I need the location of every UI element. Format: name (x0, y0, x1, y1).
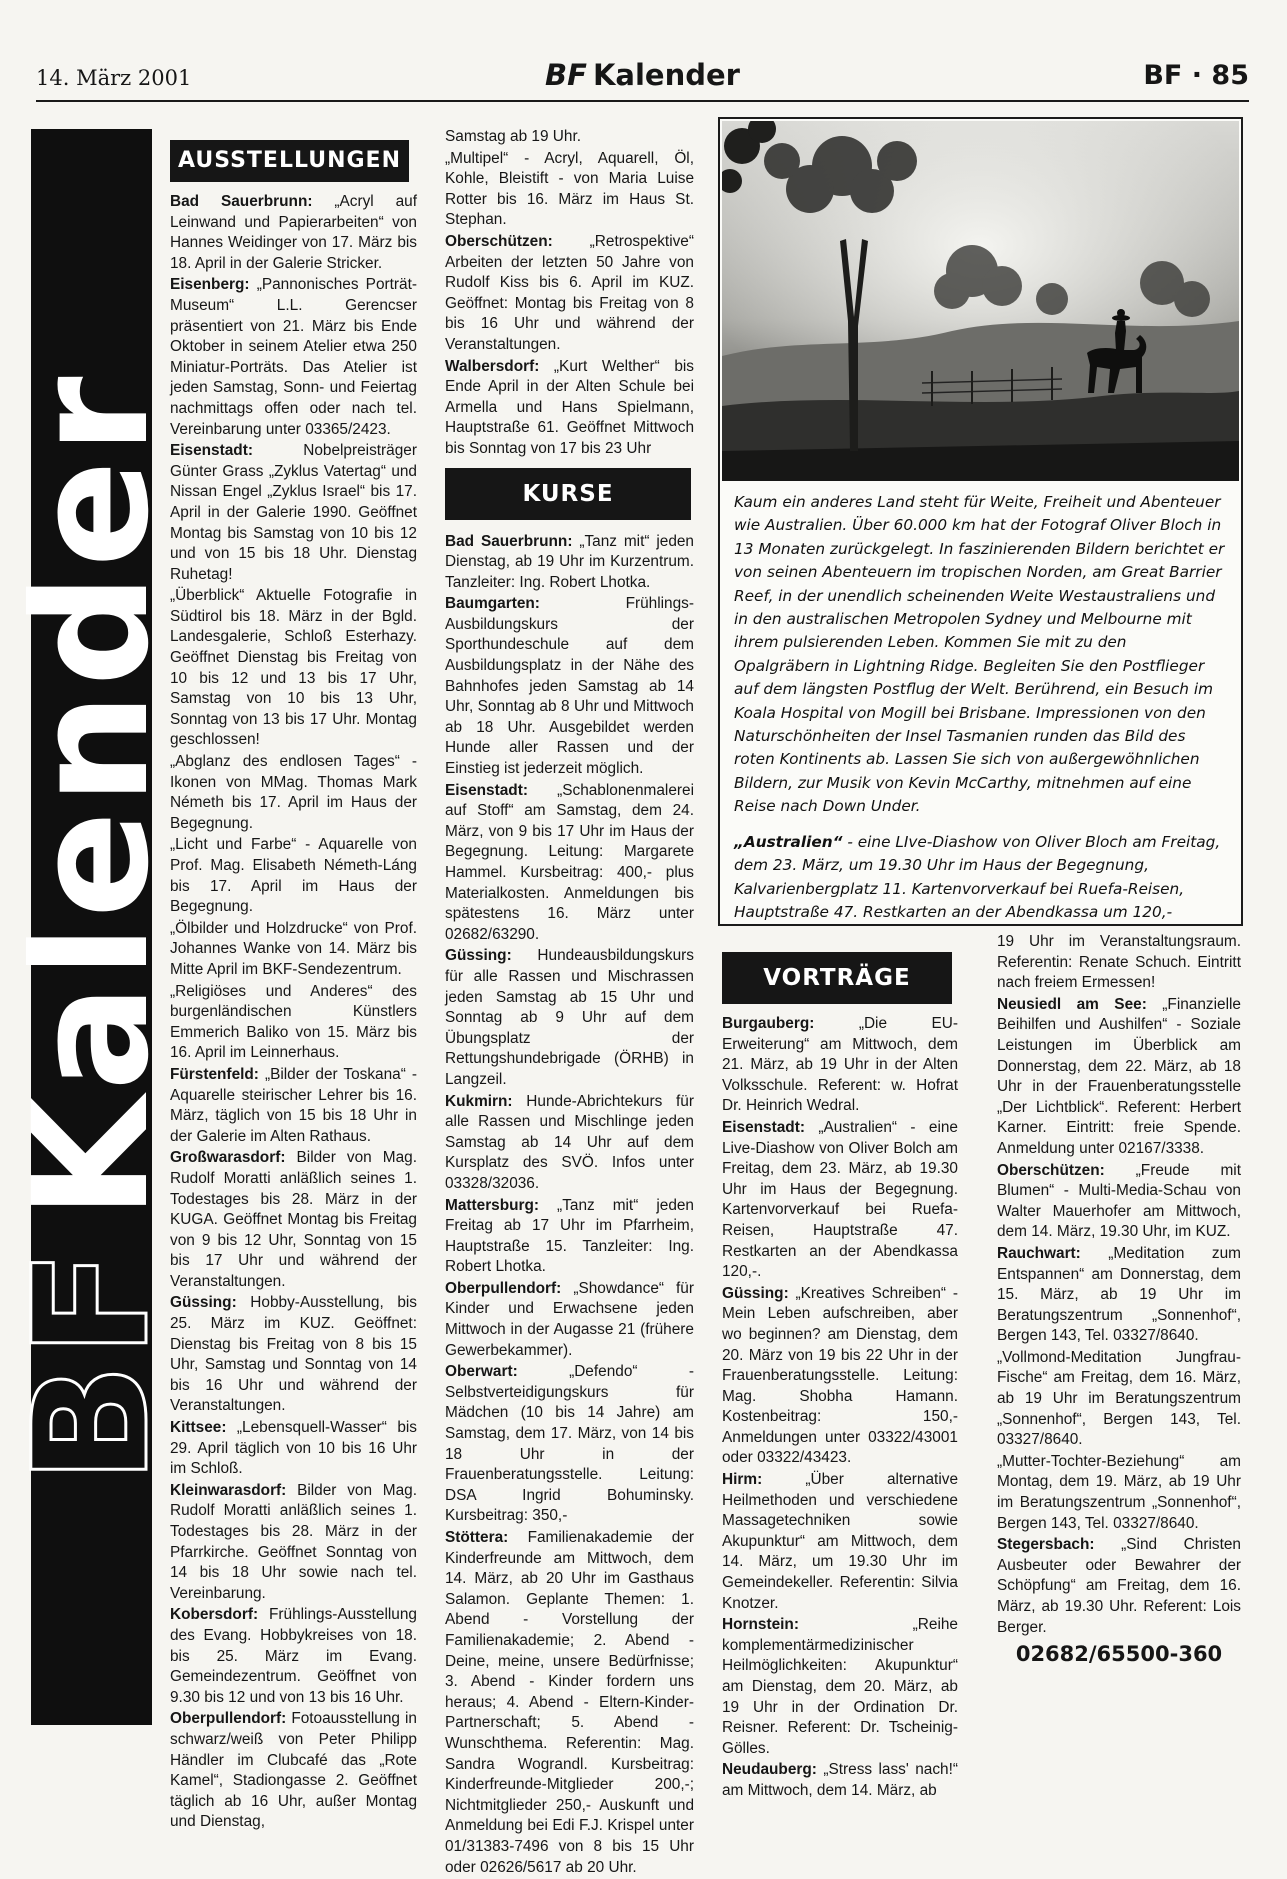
listing-entry (445, 1196, 694, 1278)
entry-location: Bad Sauerbrunn: (170, 193, 313, 210)
listing-entry (170, 1709, 417, 1833)
column-vortraege (722, 952, 958, 1803)
entry-location: Bad Sauerbrunn: (445, 532, 573, 550)
entry-text: „Finanzielle Beihilfen und Aushilfen“ - Soziale Leistungen im Überblick am Donnerstag, dem 22. März, ab 18 Uhr in der Frauenberatungsstelle „Der Lichtblick“. Referent: Herbert Karner. Eintritt: freie Spende. Anmeldung unter 02167/3338. (997, 995, 1241, 1157)
entry-text: „Multipel“ - Acryl, Aquarell, Öl, Kohle, Bleistift - von Maria Luise Rotter bis 16. März im Haus St. Stephan. (445, 149, 694, 229)
entry-text: Frühlings-Ausbildungskurs der Sporthundeschule auf dem Ausbildungsplatz in der Nähe des Bahnhofes jeden Samstag ab 14 Uhr, Sonntag ab 8 Uhr und Mittwoch ab 18 Uhr. Ausgebildet werden Hunde aller Rassen und der Einstieg ist jederzeit möglich. (445, 595, 694, 778)
entry-text: Bilder von Mag. Rudolf Moratti anläßlich seines 1. Todestages bis 28. März in der KUGA. Geöffnet Montag bis Freitag von 9 bis 12 Uhr, Sonntag von 15 bis 17 Uhr und während der Veranstaltungen. (170, 1149, 417, 1290)
entry-location: Eisenstadt: (445, 781, 528, 799)
side-banner (0, 129, 184, 1725)
section-title: Kalender (592, 58, 740, 92)
listing-entry (722, 1470, 958, 1614)
entry-location: Hirm: (722, 1471, 763, 1489)
listing-entry (170, 275, 417, 440)
entry-location: Großwarasdorf: (170, 1149, 286, 1167)
entry-location: Kleinwarasdorf: (170, 1481, 287, 1499)
entry-location: Rauchwart: (997, 1244, 1081, 1262)
listing-entry (997, 1452, 1241, 1534)
feature-event-title: „Australien“ (734, 832, 843, 851)
listing-entry (170, 982, 417, 1064)
listing-entry (722, 1118, 958, 1283)
listing-entry (170, 1293, 417, 1417)
listing-entry (170, 1065, 417, 1147)
entry-text: „Tanz mit“ jeden Dienstag, ab 19 Uhr im Kurzentrum. Tanzleiter: Ing. Robert Lhotka. (445, 532, 694, 591)
entry-location: Eisenberg: (170, 276, 250, 294)
entry-location: Burgauberg: (722, 1015, 815, 1032)
listing-entry (445, 1279, 694, 1361)
section-heading-vortraege: VORTRÄGE (722, 952, 952, 1004)
listing-entry (170, 919, 417, 981)
column-kurse (445, 127, 694, 1879)
listing-vortraege (722, 1014, 958, 1802)
entry-location: Eisenstadt: (722, 1118, 805, 1136)
listing-entry (445, 532, 694, 594)
listing-entry (722, 1615, 958, 1759)
entry-location: Neudauberg: (722, 1761, 817, 1779)
entry-text: „Lebensquell-Wasser“ bis 29. April täglich von 10 bis 16 Uhr im Schloß. (170, 1419, 417, 1478)
listing-entry (170, 752, 417, 834)
entry-location: Stegersbach: (997, 1536, 1095, 1554)
entry-text: Frühlings-Ausstellung des Evang. Hobbykreises von 18. bis 25. März im Evang. Gemeindezentrum. Geöffnet von 9.30 bis 12 und von 13 bis 16 Uhr. (170, 1606, 417, 1706)
entry-text: Hobby-Ausstellung, bis 25. März im KUZ. Geöffnet: Dienstag bis Freitag von 8 bis 15 Uhr, Samstag und Sonntag von 14 bis 16 Uhr und während der Veranstaltungen. (170, 1294, 417, 1415)
column-ausstellungen (170, 140, 417, 1834)
side-banner-logo: BF (0, 1243, 184, 1484)
entry-text: „Kurt Welther“ bis Ende April in der Alten Schule bei Armella und Hans Spielmann, Hauptstraße 61. Geöffnet Mittwoch bis Sonntag von 17 bis 23 Uhr (445, 357, 694, 457)
page-title (36, 58, 1249, 92)
contact-phone: 02682/65500-360 (1015, 1642, 1223, 1667)
listing-entry (997, 1348, 1241, 1451)
listing-entry (722, 1760, 958, 1801)
entry-location: Kukmirn: (445, 1092, 513, 1110)
entry-text: „Religiöses und Anderes“ des burgenländischen Künstlers Emmerich Baliko von 15. März bis 16. April im Leinnerhaus. (170, 982, 417, 1062)
entry-text: „Showdance“ für Kinder und Erwachsene jeden Mittwoch in der Augasse 21 (frühere Gewerbekammer). (445, 1279, 694, 1359)
listing-entry (722, 1014, 958, 1117)
listing-entry (997, 1535, 1241, 1638)
entry-location: Eisenstadt: (170, 442, 253, 460)
bf-logo: BF (545, 58, 587, 92)
listing-entry (445, 781, 694, 946)
listing-col1 (170, 192, 417, 1833)
entry-location: Neusiedl am See: (997, 995, 1147, 1013)
entry-location: Oberwart: (445, 1363, 518, 1381)
entry-location: Oberpullendorf: (170, 1710, 287, 1728)
entry-text: „Tanz mit“ jeden Freitag ab 17 Uhr im Pfarrheim, Hauptstraße 15. Tanzleiter: Ing. Robert Lhotka. (445, 1196, 694, 1276)
entry-text: „Retrospektive“ Arbeiten der letzten 50 Jahre von Rudolf Kiss bis 6. April im KUZ. Geöffnet: Montag bis Freitag von 8 bis 16 Uhr und während der Veranstaltungen. (445, 232, 694, 353)
listing-entry (722, 1284, 958, 1469)
entry-text: „Acryl auf Leinwand und Papierarbeiten“ von Hannes Weidinger von 17. März bis 18. April in der Galerie Stricker. (170, 193, 417, 272)
entry-text: „Sind Christen Ausbeuter oder Bewahrer der Schöpfung“ am Freitag, dem 16. März, ab 19.30 Uhr. Referent: Lois Berger. (997, 1536, 1241, 1636)
entry-text: Nobelpreisträger Günter Grass „Zyklus Vatertag“ und Nissan Engel „Zyklus Israel“ bis 17. April in der Galerie 1990. Geöffnet Montag bis Samstag von 10 bis 12 und von 15 bis 18 Uhr. Dienstag Ruhetag! (170, 442, 417, 583)
entry-text: Hundeausbildungskurs für alle Rassen und Mischrassen jeden Samstag ab 15 Uhr und Sonntag ab 9 Uhr auf dem Übungsplatz der Rettungshundebrigade (ÖRHB) in Langzeil. (445, 947, 694, 1088)
entry-text: „Freude mit Blumen“ - Multi-Media-Schau von Walter Mauerhofer am Mittwoch, dem 14. März, 19.30 Uhr, im KUZ. (997, 1161, 1241, 1241)
listing-entry (445, 127, 694, 148)
feature-caption (734, 491, 1227, 936)
listing-entry (445, 594, 694, 779)
issue-date: 14. März 2001 (36, 66, 192, 90)
listing-entry (445, 357, 694, 460)
entry-text: „Stress lass' nach!“ am Mittwoch, dem 14. März, ab (722, 1761, 958, 1799)
listing-kurse (445, 532, 694, 1879)
entry-text: 19 Uhr im Veranstaltungsraum. Referentin: Renate Schuch. Eintritt nach freiem Ermessen! (997, 933, 1241, 992)
listing-col2-top (445, 127, 694, 460)
entry-text: Samstag ab 19 Uhr. (445, 128, 582, 145)
listing-entry (170, 1418, 417, 1480)
listing-entry (445, 149, 694, 231)
entry-text: Familienakademie der Kinderfreunde am Mittwoch, dem 14. März, ab 20 Uhr im Gasthaus Salamon. Geplante Themen: 1. Abend - Vorstellung der Familienakademie; 2. Abend - Deine, meine, unsere Bedürfnisse; 3. Abend - Kinder fordern uns heraus; 4. Abend - Eltern-Kinder-Partnerschaft; 5. Abend - Wunschthema. Referentin: Mag. Sandra Wograndl. Kursbeitrag: Kinderfreunde-Mitglieder 200,-; Nichtmitglieder 250,- Auskunft und Anmeldung bei Edi F.J. Krispel unter 01/31383-7496 von 8 bis 15 Uhr oder 02626/5617 ab 20 Uhr. (445, 1529, 694, 1876)
entry-location: Güssing: (445, 947, 512, 965)
listing-vortraege-cont (997, 932, 1241, 1638)
listing-entry (445, 946, 694, 1090)
listing-entry (445, 232, 694, 356)
entry-location: Baumgarten: (445, 595, 540, 613)
entry-text: „Australien“ - eine Live-Diashow von Oliver Bolch am Freitag, dem 23. März, ab 19.30 Uhr im Haus der Begegnung. Kartenvorverkauf bei Ruefa-Reisen, Hauptstraße 47. Restkarten an der Abendkassa 120,-. (722, 1118, 958, 1281)
listing-entry (445, 1092, 694, 1195)
entry-location: Güssing: (170, 1294, 237, 1312)
entry-text: „Licht und Farbe“ - Aquarelle von Prof. Mag. Elisabeth Németh-Láng bis 17. April im Haus der Begegnung. (170, 836, 417, 916)
australia-photo (722, 121, 1239, 481)
entry-location: Walbersdorf: (445, 357, 540, 375)
feature-paragraph: Kaum ein anderes Land steht für Weite, Freiheit und Abenteuer wie Australien. Über 60.000 km hat der Fotograf Oliver Bloch in 13 Monaten zurückgelegt. In faszinierenden Bildern berichtet er von seinen Abenteuern im tropischen Norden, am Great Barrier Reef, in der unendlich scheinenden Weite Westaustraliens und in den australischen Metropolen Sydney und Melbourne mit ihrem pulsierenden Leben. Kommen Sie mit zu den Opalgräbern in Lightning Ridge. Begleiten Sie den Postflieger auf dem längsten Postflug der Welt. Berührend, ein Besuch im Koala Hospital von Mogill bei Brisbane. Impressionen von den Naturschönheiten der Insel Tasmanien runden das Bild des roten Kontinents ab. Lassen Sie sich von außergewöhnlichen Bildern, zur Musik von Kevin McCarthy, mitnehmen auf eine Reise nach Down Under. (734, 493, 1225, 816)
entry-text: „Abglanz des endlosen Tages“ - Ikonen von MMag. Thomas Mark Németh bis 17. April im Haus der Begegnung. (170, 753, 417, 832)
entry-text: „Schablonenmalerei auf Stoff“ am Samstag, dem 24. März, von 9 bis 17 Uhr im Haus der Begegnung. Leitung: Margarete Hammel. Kursbeitrag: 400,- plus Materialkosten. Anmeldungen bis spätestens 16. März unter 02682/63290. (445, 781, 694, 943)
entry-text: „Ölbilder und Holzdrucke“ von Prof. Johannes Wanke von 14. März bis Mitte April im BKF-Sendezentrum. (170, 919, 417, 978)
entry-location: Mattersburg: (445, 1196, 540, 1214)
entry-text: Fotoausstellung in schwarz/weiß von Peter Philipp Händler im Clubcafé das „Rote Kamel“, Stadiongasse 2. Geöffnet täglich ab 16 Uhr, außer Montag und Dienstag, (170, 1710, 417, 1831)
entry-text: „Kreatives Schreiben“ - Mein Leben aufschreiben, aber wo beginnen? am Dienstag, dem 20. März von 19 bis 22 Uhr in der Frauenberatungsstelle. Leitung: Mag. Shobha Hamann. Kostenbeitrag: 150,- Anmeldungen unter 03322/43001 oder 03322/43423. (722, 1284, 958, 1467)
listing-entry (170, 1148, 417, 1292)
entry-text: „Defendo“ - Selbstverteidigungskurs für Mädchen (10 bis 14 Jahre) am Samstag, dem 17. März, von 14 bis 18 Uhr in der Frauenberatungsstelle. Leitung: DSA Ingrid Bohuminsky. Kursbeitrag: 350,- (445, 1363, 694, 1525)
listing-entry (170, 1605, 417, 1708)
entry-location: Güssing: (722, 1284, 789, 1302)
entry-text: „Meditation zum Entspannen“ am Donnerstag, dem 15. März, ab 19 Uhr im Beratungszentrum „Sonnenhof“, Bergen 143, Tel. 03327/8640. (997, 1244, 1241, 1345)
entry-text: Bilder von Mag. Rudolf Moratti anläßlich seines 1. Todestages bis 28. März in der Pfarrkirche. Geöffnet Sonntag von 14 bis 18 Uhr sowie nach tel. Vereinbarung. (170, 1481, 417, 1602)
entry-location: Oberschützen: (445, 232, 553, 250)
listing-entry (997, 995, 1241, 1160)
feature-box (718, 117, 1243, 926)
feature-event (734, 831, 1227, 925)
entry-location: Oberpullendorf: (445, 1279, 562, 1297)
entry-text: „Bilder der Toskana“ - Aquarelle steirischer Lehrer bis 16. März, täglich von 15 bis 18 Uhr in der Galerie im Alten Rathaus. (170, 1065, 417, 1145)
listing-entry (170, 1481, 417, 1605)
listing-entry (445, 1528, 694, 1878)
entry-text: „Reihe komplementärmedizinischer Heilmöglichkeiten: Akupunktur“ am Dienstag, dem 20. März, ab 19 Uhr in der Ordination Dr. Reisner. Referent: Dr. Tscheinig-Gölles. (722, 1616, 958, 1757)
entry-location: Fürstenfeld: (170, 1065, 259, 1083)
page-number: BF · 85 (1143, 60, 1249, 91)
listing-entry (997, 1161, 1241, 1243)
entry-text: „Über alternative Heilmethoden und verschiedene Massagetechniken sowie Akupunktur“ am Mittwoch, dem 14. März, um 19.30 Uhr im Gemeindekeller. Referentin: Silvia Knotzer. (722, 1471, 958, 1612)
section-heading-kurse: KURSE (445, 468, 691, 520)
entry-text: „Überblick“ Aktuelle Fotografie in Südtirol bis 18. März in der Bgld. Landesgalerie, Schloß Esterhazy. Geöffnet Dienstag bis Freitag von 10 bis 12 und 13 bis 17 Uhr, Samstag von 10 bis 13 Uhr, Sonntag von 13 bis 17 Uhr. Montag geschlossen! (170, 587, 417, 749)
entry-location: Hornstein: (722, 1616, 799, 1634)
listing-entry (997, 1244, 1241, 1347)
column-vortraege-cont (997, 932, 1241, 1665)
feature-event-text: - eine LIve-Diashow von Oliver Bloch am Freitag, dem 23. März, um 19.30 Uhr im Haus der Begegnung, Kalvarienbergplatz 11. Kartenvorverkauf bei Ruefa-Reisen, Hauptstraße 47. Restkarten an der Abendkassa um 120,- (734, 832, 1221, 921)
entry-text: „Die EU-Erweiterung“ am Mittwoch, dem 21. März, ab 19 Uhr in der Alten Volksschule. Referent: w. Hofrat Dr. Heinrich Wedral. (722, 1015, 958, 1115)
entry-text: Hunde-Abrichtekurs für alle Rassen und Mischlinge jeden Samstag ab 14 Uhr auf dem Kursplatz des SVÖ. Infos unter 03328/32036. (445, 1092, 694, 1192)
section-heading-ausstellungen: AUSSTELLUNGEN (170, 140, 409, 182)
entry-location: Stöttera: (445, 1529, 509, 1546)
listing-entry (170, 441, 417, 585)
listing-entry (997, 932, 1241, 994)
page-header (36, 58, 1249, 102)
listing-entry (445, 1362, 694, 1527)
entry-text: „Vollmond-Meditation Jungfrau-Fische“ am Freitag, dem 16. März, ab 19 Uhr im Beratungszentrum „Sonnenhof“, Bergen 143, Tel. 03327/8640. (997, 1348, 1241, 1449)
entry-text: „Mutter-Tochter-Beziehung“ am Montag, dem 19. März, ab 19 Uhr im Beratungszentrum „Sonnenhof“, Bergen 143, Tel. 03327/8640. (997, 1452, 1241, 1532)
side-banner-word: Kalender (0, 370, 184, 1220)
entry-location: Oberschützen: (997, 1161, 1105, 1179)
listing-entry (170, 192, 417, 274)
entry-text: „Pannonisches Porträt-Museum“ L.L. Gerencser präsentiert von 21. März bis Ende Oktober in seinem Atelier etwa 250 Miniatur-Porträts. Das Atelier ist jeden Samstag, Sonn- und Feiertag nachmittags offen oder nach tel. Vereinbarung unter 03365/2423. (170, 276, 417, 438)
entry-location: Kobersdorf: (170, 1606, 259, 1624)
listing-entry (170, 835, 417, 917)
listing-entry (170, 586, 417, 751)
entry-location: Kittsee: (170, 1419, 227, 1437)
side-banner-text (0, 370, 184, 1484)
